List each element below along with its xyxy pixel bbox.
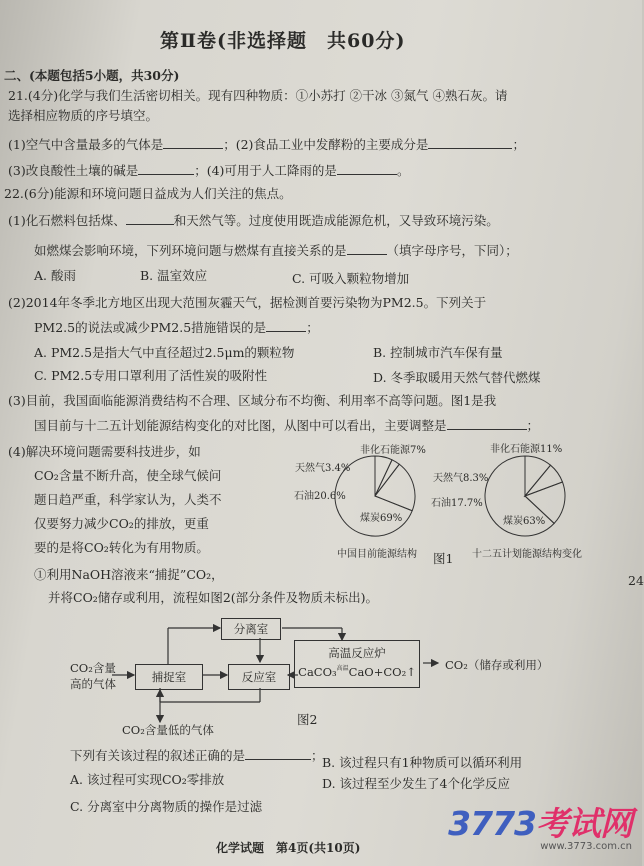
q21-stem: 21.(4分)化学与我们生活密切相关。现有四种物质：①小苏打 ②干冰 ③氮气 ④熟石灰。请 (8, 88, 508, 103)
page-footer: 化学试题 第4页(共10页) (216, 841, 361, 855)
site-logo: 3773考试网 www.3773.com.cn (448, 804, 632, 852)
figure1-caption: 图1 (433, 551, 454, 566)
pie-label-nonfossil: 非化石能源11% (490, 444, 563, 455)
q22-s3-cont: 国目前与十二五计划能源结构变化的对比图，从图中可以看出，主要调整是 ； (34, 418, 540, 433)
answer-blank[interactable] (245, 748, 311, 760)
pie-label-nonfossil: 非化石能源7% (360, 445, 426, 456)
q22-s3: (3)目前，我国面临能源消费结构不合理、区域分布不均衡、利用率不高等问题。图1是我 (8, 393, 497, 408)
option-c: C. 可吸入颗粒物增加 (292, 271, 410, 286)
q22-s1-cont: 如燃煤会影响环境，下列环境问题与燃煤有直接关系的是 （填字母序号，下同）； (34, 243, 518, 258)
q22-final-question: 下列有关该过程的叙述正确的是 ； (70, 748, 324, 763)
page-title: 第Ⅱ卷(非选择题 共60分) (160, 30, 406, 52)
side-page-number: 24 (628, 573, 644, 588)
option-a: A. 该过程可实现CO₂零排放 (70, 772, 225, 787)
q22-s4-line: 题日趋严重，科学家认为，人类不 (34, 492, 222, 507)
answer-blank[interactable] (126, 213, 174, 225)
answer-blank[interactable] (447, 418, 527, 430)
q22-s2: (2)2014年冬季北方地区出现大范围灰霾天气，据检测首要污染物为PM2.5。下列关于 (8, 295, 487, 310)
q22-s4-sub: ①利用NaOH溶液来“捕捉”CO₂， (34, 567, 224, 582)
option-a: A. PM2.5是指大气中直径超过2.5μm的颗粒物 (34, 345, 295, 360)
answer-blank[interactable] (428, 137, 512, 149)
q22-s4-line: 仅要努力减少CO₂的排放，更重 (34, 516, 209, 531)
pie-label-oil: 石油20.6% (294, 491, 346, 502)
reaction-chamber-box: 反应室 (228, 664, 290, 690)
option-b: B. 该过程只有1种物质可以循环利用 (322, 755, 523, 770)
answer-blank[interactable] (138, 163, 194, 175)
q22-s4-line: (4)解决环境问题需要科技进步，如 (8, 444, 201, 459)
q22-s2-cont: PM2.5的说法或减少PM2.5措施错误的是 ； (34, 320, 319, 335)
pie-slice-gas (525, 465, 562, 496)
q21-stem-cont: 选择相应物质的序号填空。 (8, 108, 159, 123)
q21-row1: (1)空气中含量最多的气体是 ；(2)食品工业中发酵粉的主要成分是 ； (8, 137, 525, 152)
q22-s4-line: CO₂含量不断升高，使全球气候问 (34, 468, 222, 483)
answer-blank[interactable] (347, 243, 387, 255)
answer-blank[interactable] (163, 137, 223, 149)
answer-blank[interactable] (337, 163, 397, 175)
low-co2-gas-label: CO₂含量低的气体 (122, 723, 214, 737)
capture-chamber-box: 捕捉室 (135, 664, 203, 690)
option-c: C. 分离室中分离物质的操作是过滤 (70, 799, 263, 814)
q22-s1: (1)化石燃料包括煤、 和天然气等。过度使用既造成能源危机，又导致环境污染。 (8, 213, 499, 228)
pie-slice-nonfossil (525, 456, 550, 496)
separation-chamber-box: 分离室 (221, 618, 281, 640)
pie-label-gas: 天然气8.3% (433, 473, 489, 484)
pie-label-coal: 煤炭63% (503, 516, 546, 527)
option-d: D. 该过程至少发生了4个化学反应 (322, 776, 510, 791)
high-temp-furnace-box: 高温反应炉 CaCO₃$^{高温}$CaO+CO₂↑ (294, 640, 420, 688)
q22-stem: 22.(6分)能源和环境问题日益成为人们关注的焦点。 (4, 186, 292, 201)
option-c: C. PM2.5专用口罩利用了活性炭的吸附性 (34, 368, 268, 383)
pie-title-plan: 十二五计划能源结构变化 (472, 549, 582, 560)
figure2-caption: 图2 (297, 712, 318, 727)
section-heading: 二、(本题包括5小题，共30分) (4, 68, 180, 83)
option-b: B. 控制城市汽车保有量 (373, 345, 503, 360)
q21-row2: (3)改良酸性土壤的碱是 ；(4)可用于人工降雨的是 。 (8, 163, 410, 178)
option-b: B. 温室效应 (140, 268, 208, 283)
fig2-input-label: CO₂含量 高的气体 (70, 661, 116, 691)
co2-output-label: CO₂（储存或利用） (445, 658, 549, 672)
q22-s4-line: 要的是将CO₂转化为有用物质。 (34, 540, 209, 555)
answer-blank[interactable] (266, 320, 306, 332)
pie-label-gas: 天然气3.4% (295, 463, 351, 474)
option-d: D. 冬季取暖用天然气替代燃煤 (373, 370, 541, 385)
pie-label-oil: 石油17.7% (431, 498, 483, 509)
pie-title-current: 中国目前能源结构 (337, 549, 417, 560)
option-a: A. 酸雨 (34, 268, 76, 283)
pie-label-coal: 煤炭69% (360, 513, 403, 524)
q22-s4-sub: 并将CO₂储存或利用，流程如图2(部分条件及物质未标出)。 (48, 590, 379, 605)
